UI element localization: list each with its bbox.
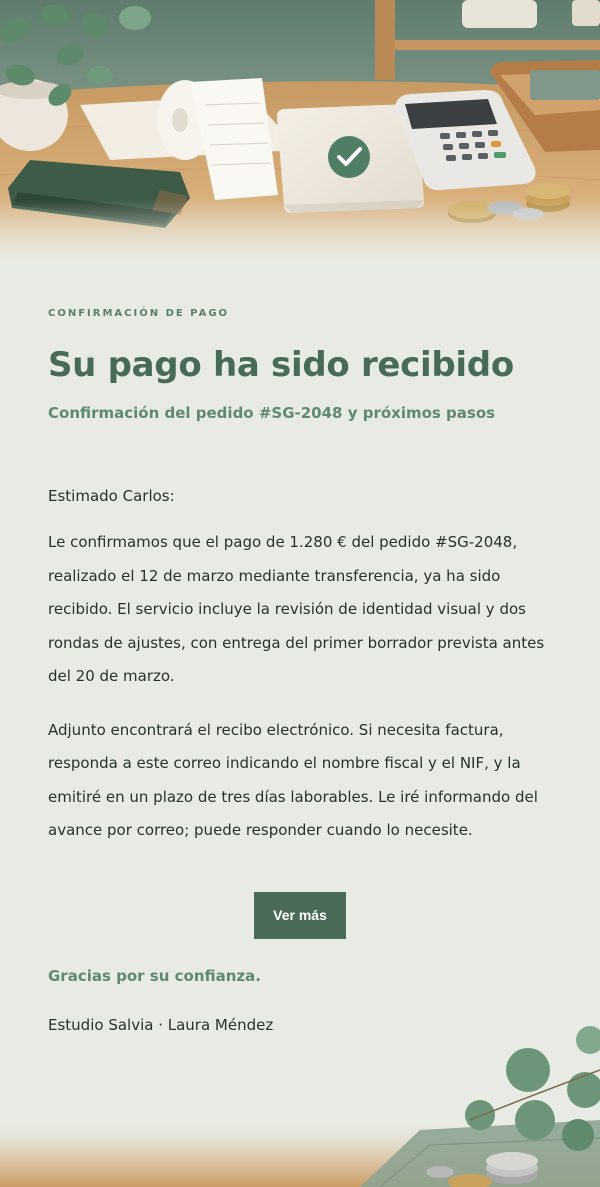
body-paragraph-payment: Le confirmamos que el pago de 1.280 € del pedido #SG-2048, realizado el 12 de marzo mediante transferencia, ya ha sido recibido. El servicio incluye la revisión de identidad visual y dos rondas de ajustes, con entrega del primer borrador prevista antes del 20 de marzo. <box>48 533 545 685</box>
body-paragraph-invoice: Adjunto encontrará el recibo electrónico. Si necesita factura, responda a este correo indicando el nombre fiscal y el NIF, y la emitiré en un plazo de tres días laborables. Le iré informando del avance por correo; puede responder cuando lo necesite. <box>48 720 538 839</box>
page-subtitle: Confirmación del pedido #SG-2048 y próximos pasos <box>48 404 496 422</box>
eyebrow-label: CONFIRMACIÓN DE PAGO <box>48 308 230 319</box>
footer-image <box>0 1010 600 1187</box>
signature: Estudio Salvia · Laura Méndez <box>48 1016 274 1034</box>
cta-container <box>48 892 552 939</box>
page-title: Su pago ha sido recibido <box>48 345 514 385</box>
greeting: Estimado Carlos: <box>48 487 175 505</box>
ver-mas-button[interactable]: Ver más <box>254 892 346 939</box>
email-content <box>48 300 568 1034</box>
hero-image <box>0 0 600 262</box>
thanks-line: Gracias por su confianza. <box>48 967 261 985</box>
